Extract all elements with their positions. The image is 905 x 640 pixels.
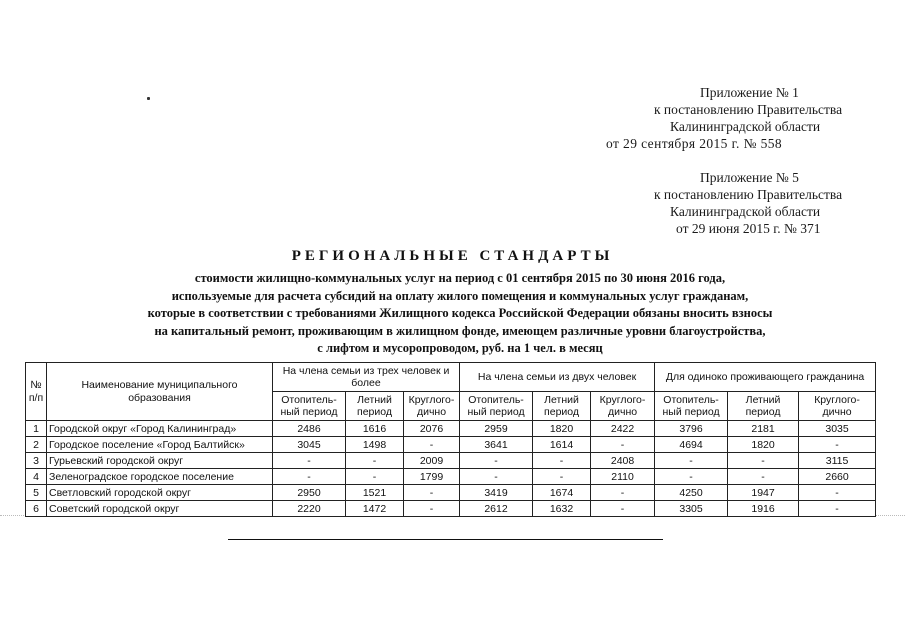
value-cell: 3035 [799, 421, 876, 437]
value-cell: - [460, 469, 533, 485]
row-number: 3 [26, 453, 47, 469]
value-cell: 4694 [655, 437, 728, 453]
subcol-summer: Летний период [533, 392, 591, 421]
subcol-heating: Отопитель-ный период [460, 392, 533, 421]
row-number: 1 [26, 421, 47, 437]
value-cell: - [533, 469, 591, 485]
subcol-summer: Летний период [346, 392, 404, 421]
value-cell: - [591, 437, 655, 453]
table-row [26, 485, 876, 501]
subcol-summer: Летний период [728, 392, 799, 421]
group-header-two: На члена семьи из двух человек [460, 363, 655, 392]
value-cell: - [460, 453, 533, 469]
row-number: 6 [26, 501, 47, 517]
value-cell: - [404, 485, 460, 501]
value-cell: - [404, 437, 460, 453]
document-title: РЕГИОНАЛЬНЫЕ СТАНДАРТЫ [291, 248, 614, 264]
value-cell: 2660 [799, 469, 876, 485]
subtitle-line: которые в соответствии с требованиями Жилищного кодекса Российской Федерации обязаны вносить взносы [147, 306, 773, 320]
value-cell: 1521 [346, 485, 404, 501]
standards-table [25, 362, 876, 517]
value-cell: 2110 [591, 469, 655, 485]
annex-5-date: от 29 июня 2015 г. № 371 [676, 221, 821, 236]
value-cell: 3419 [460, 485, 533, 501]
value-cell: 3045 [273, 437, 346, 453]
value-cell: 3796 [655, 421, 728, 437]
value-cell: 2076 [404, 421, 460, 437]
value-cell: 2422 [591, 421, 655, 437]
value-cell: 1916 [728, 501, 799, 517]
scan-speck [147, 97, 150, 100]
value-cell: - [799, 501, 876, 517]
annex-1-resolution: к постановлению Правительства [654, 102, 843, 117]
group-header-three-plus: На члена семьи из трех человек и более [273, 363, 460, 392]
value-cell: 1632 [533, 501, 591, 517]
annex-5-title: Приложение № 5 [700, 170, 799, 185]
value-cell: - [591, 485, 655, 501]
value-cell: - [655, 453, 728, 469]
value-cell: - [273, 453, 346, 469]
scan-artifact-line [0, 515, 24, 516]
table-row [26, 421, 876, 437]
value-cell: - [533, 453, 591, 469]
value-cell: 2220 [273, 501, 346, 517]
municipality-name: Городское поселение «Город Балтийск» [47, 437, 273, 453]
value-cell: - [799, 437, 876, 453]
value-cell: 1616 [346, 421, 404, 437]
subcol-heating: Отопитель-ный период [655, 392, 728, 421]
value-cell: 1498 [346, 437, 404, 453]
value-cell: - [655, 469, 728, 485]
value-cell: 1820 [533, 421, 591, 437]
closing-rule [228, 539, 663, 540]
value-cell: 2959 [460, 421, 533, 437]
subcol-year-round: Круглого-дично [591, 392, 655, 421]
value-cell: 2486 [273, 421, 346, 437]
group-header-single: Для одиноко проживающего гражданина [655, 363, 876, 392]
subtitle-line: стоимости жилищно-коммунальных услуг на период с 01 сентября 2015 по 30 июня 2016 года, [194, 271, 726, 285]
value-cell: 4250 [655, 485, 728, 501]
row-number: 2 [26, 437, 47, 453]
value-cell: - [273, 469, 346, 485]
value-cell: - [346, 453, 404, 469]
value-cell: - [404, 501, 460, 517]
value-cell: 2181 [728, 421, 799, 437]
subtitle-line: используемые для расчета субсидий на оплату жилого помещения и коммунальных услуг гражданам, [171, 288, 749, 303]
municipality-name: Гурьевский городской округ [47, 453, 273, 469]
annex-5-resolution: к постановлению Правительства [654, 187, 843, 202]
annex-1-title: Приложение № 1 [700, 85, 799, 100]
value-cell: 2009 [404, 453, 460, 469]
value-cell: 1472 [346, 501, 404, 517]
value-cell: 1614 [533, 437, 591, 453]
annex-1-date: от 29 сентября 2015 г. № 558 [606, 136, 783, 151]
value-cell: 2408 [591, 453, 655, 469]
subcol-year-round: Круглого-дично [404, 392, 460, 421]
table-row [26, 437, 876, 453]
subtitle-line: с лифтом и мусоропроводом, руб. на 1 чел. в месяц [317, 341, 603, 355]
table-row [26, 501, 876, 517]
col-header-number: № п/п [26, 363, 47, 421]
value-cell: 3115 [799, 453, 876, 469]
annex-1-header [600, 84, 860, 152]
value-cell: 1947 [728, 485, 799, 501]
row-number: 4 [26, 469, 47, 485]
municipality-name: Зеленоградское городское поселение [47, 469, 273, 485]
annex-1-region: Калининградской области [670, 119, 821, 134]
value-cell: 1799 [404, 469, 460, 485]
col-header-municipality: Наименование муниципального образования [47, 363, 273, 421]
value-cell: - [346, 469, 404, 485]
row-number: 5 [26, 485, 47, 501]
document-subtitle [20, 270, 900, 358]
scan-artifact-line [876, 515, 905, 516]
value-cell: - [799, 485, 876, 501]
municipality-name: Советский городской округ [47, 501, 273, 517]
value-cell: 2950 [273, 485, 346, 501]
table-row [26, 453, 876, 469]
subcol-year-round: Круглого-дично [799, 392, 876, 421]
subtitle-line: на капитальный ремонт, проживающим в жилищном фонде, имеющем различные уровни благоустройства, [154, 323, 766, 338]
municipality-name: Городской округ «Город Калининград» [47, 421, 273, 437]
annex-5-header [600, 169, 860, 237]
annex-5-region: Калининградской области [670, 204, 821, 219]
value-cell: - [728, 469, 799, 485]
table-row [26, 469, 876, 485]
value-cell: 2612 [460, 501, 533, 517]
value-cell: - [591, 501, 655, 517]
value-cell: 3641 [460, 437, 533, 453]
value-cell: 3305 [655, 501, 728, 517]
municipality-name: Светловский городской округ [47, 485, 273, 501]
value-cell: 1820 [728, 437, 799, 453]
value-cell: 1674 [533, 485, 591, 501]
subcol-heating: Отопитель-ный период [273, 392, 346, 421]
value-cell: - [728, 453, 799, 469]
